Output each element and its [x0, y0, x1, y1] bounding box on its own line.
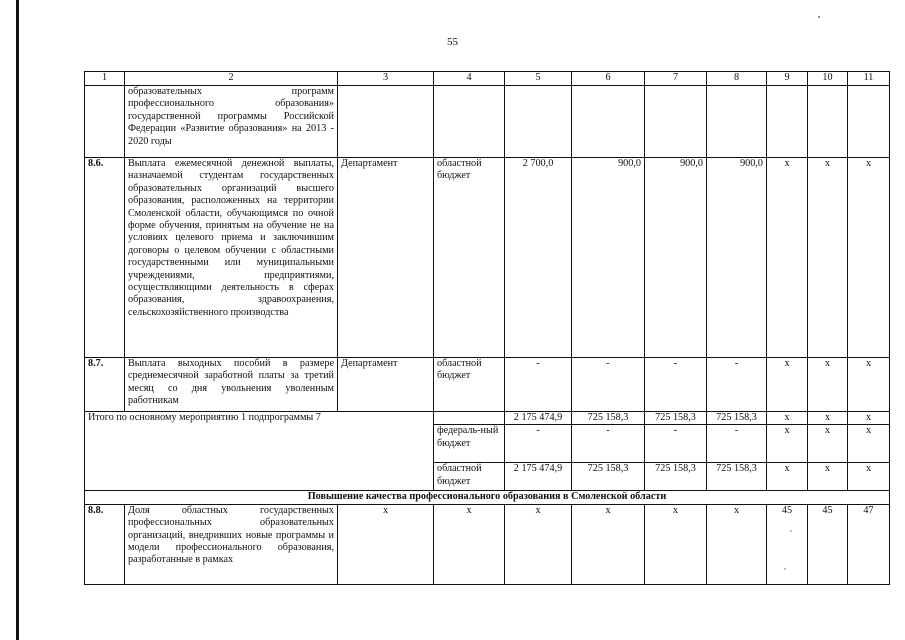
binder-edge-line [16, 0, 19, 640]
value-col9: х [767, 412, 808, 425]
value-cell [848, 86, 890, 158]
value-col11: х [848, 463, 890, 491]
value-col6: - [572, 425, 645, 463]
value-col5: х [505, 504, 572, 584]
value-cell [572, 86, 645, 158]
col-header-9: 9 [767, 72, 808, 86]
scan-speck [790, 530, 792, 532]
value-col9: х [767, 463, 808, 491]
value-col10: х [808, 463, 848, 491]
value-col8: - [707, 425, 767, 463]
row-number: 8.8. [85, 504, 125, 584]
value-col11: х [848, 358, 890, 412]
value-col9: 45 [767, 504, 808, 584]
value-col6: 900,0 [572, 158, 645, 358]
executor-cell: Департамент [338, 158, 434, 358]
value-col7: 900,0 [645, 158, 707, 358]
value-col8: х [707, 504, 767, 584]
value-col11: 47 [848, 504, 890, 584]
col-header-6: 6 [572, 72, 645, 86]
table-row [85, 158, 890, 358]
value-col9: х [767, 425, 808, 463]
scan-speck [784, 568, 786, 570]
value-col10: х [808, 358, 848, 412]
table-header-row [85, 72, 890, 86]
value-col8: 725 158,3 [707, 463, 767, 491]
funding-source: областной бюджет [434, 158, 505, 358]
value-col7: 725 158,3 [645, 463, 707, 491]
funding-source: х [434, 504, 505, 584]
source-cell [434, 86, 505, 158]
col-header-10: 10 [808, 72, 848, 86]
col-header-2: 2 [125, 72, 338, 86]
value-col9: х [767, 358, 808, 412]
funding-source: областной бюджет [434, 358, 505, 412]
col-header-4: 4 [434, 72, 505, 86]
table-row [85, 358, 890, 412]
row-number-cell [85, 86, 125, 158]
value-col5: 2 175 474,9 [505, 412, 572, 425]
value-cell [808, 86, 848, 158]
col-header-1: 1 [85, 72, 125, 86]
col-header-7: 7 [645, 72, 707, 86]
value-col11: х [848, 158, 890, 358]
value-col6: 725 158,3 [572, 412, 645, 425]
value-col5: - [505, 425, 572, 463]
row-description: Выплата ежемесячной денежной выплаты, назначаемой студентам государственных образовательных организаций высшего образования, расположенных на территории Смоленской области, обучающимся по очной форме обучения, принятым на обучение не на условиях целевого приема и заключившим договоры о целевом обучении с областными государственными или муниципальными учреждениями, предприятиями, осуществляющими деятельность в сферах образования, здравоохранения, сельскохозяйственного производства [125, 158, 338, 358]
value-col8: 725 158,3 [707, 412, 767, 425]
row-description: образовательных программ профессионального образования» государственной программы Российской Федерации «Развитие образования» на 2013 - 2020 годы [125, 86, 338, 158]
value-col11: х [848, 412, 890, 425]
value-col6: х [572, 504, 645, 584]
value-cell [645, 86, 707, 158]
funding-source: областной бюджет [434, 463, 505, 491]
row-number: 8.7. [85, 358, 125, 412]
total-label: Итого по основному мероприятию 1 подпрограммы 7 [85, 412, 434, 491]
scan-speck [818, 16, 820, 18]
value-col7: х [645, 504, 707, 584]
section-heading-row [85, 491, 890, 504]
value-col5: - [505, 358, 572, 412]
budget-table [84, 71, 890, 585]
value-col8: 900,0 [707, 158, 767, 358]
col-header-11: 11 [848, 72, 890, 86]
value-cell [505, 86, 572, 158]
executor-cell [338, 86, 434, 158]
value-col5: 2 700,0 [505, 158, 572, 358]
value-col7: 725 158,3 [645, 412, 707, 425]
value-col10: х [808, 158, 848, 358]
value-col9: х [767, 158, 808, 358]
row-description: Выплата выходных пособий в размере среднемесячной заработной платы за третий месяц со дня увольнения уволенным работникам [125, 358, 338, 412]
executor-cell: х [338, 504, 434, 584]
table-row [85, 504, 890, 584]
row-description: Доля областных государственных профессиональных образовательных организаций, внедривших новые программы и модели профессионального образования, разработанные в рамках [125, 504, 338, 584]
section-heading: Повышение качества профессионального образования в Смоленской области [85, 491, 890, 504]
page-number: 55 [447, 36, 458, 48]
value-col10: х [808, 412, 848, 425]
col-header-3: 3 [338, 72, 434, 86]
value-cell [767, 86, 808, 158]
row-number: 8.6. [85, 158, 125, 358]
table-row [85, 86, 890, 158]
value-col6: 725 158,3 [572, 463, 645, 491]
value-col6: - [572, 358, 645, 412]
funding-source [434, 412, 505, 425]
value-col7: - [645, 358, 707, 412]
col-header-8: 8 [707, 72, 767, 86]
executor-cell: Департамент [338, 358, 434, 412]
value-cell [707, 86, 767, 158]
value-col11: х [848, 425, 890, 463]
col-header-5: 5 [505, 72, 572, 86]
value-col8: - [707, 358, 767, 412]
funding-source: федераль-ный бюджет [434, 425, 505, 463]
value-col10: х [808, 425, 848, 463]
total-row [85, 412, 890, 425]
value-col10: 45 [808, 504, 848, 584]
value-col5: 2 175 474,9 [505, 463, 572, 491]
value-col7: - [645, 425, 707, 463]
